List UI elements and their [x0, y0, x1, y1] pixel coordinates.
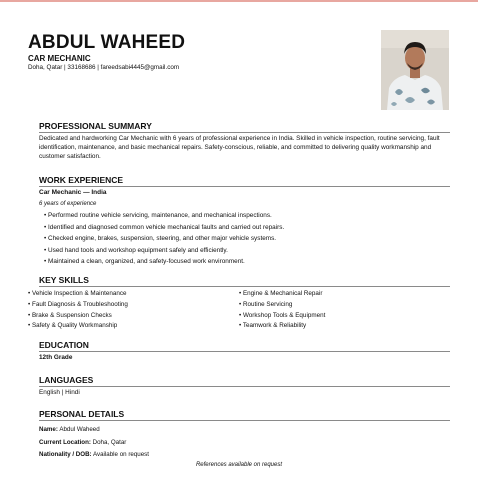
- skills-heading: KEY SKILLS: [39, 275, 89, 285]
- skill-item: • Vehicle Inspection & Maintenance: [28, 289, 128, 300]
- skill-item: • Teamwork & Reliability: [239, 321, 325, 332]
- skill-item: • Fault Diagnosis & Troubleshooting: [28, 300, 128, 311]
- personal-name-row: [39, 424, 149, 437]
- skill-item: • Engine & Mechanical Repair: [239, 289, 325, 300]
- experience-heading: WORK EXPERIENCE: [39, 175, 124, 185]
- skill-item: • Workshop Tools & Equipment: [239, 311, 325, 322]
- languages-heading: LANGUAGES: [39, 375, 94, 385]
- experience-divider: [39, 186, 450, 187]
- top-accent-bar: [0, 0, 478, 2]
- contact-line: Doha, Qatar | 33168686 | fareedsabi4445@gmail.com: [28, 64, 180, 71]
- candidate-name: ABDUL WAHEED: [28, 32, 186, 53]
- skill-item: • Routine Servicing: [239, 300, 325, 311]
- job-title: Car Mechanic — India: [39, 189, 107, 196]
- summary-divider: [39, 132, 450, 133]
- personal-nationality-label: Nationality / DOB:: [39, 451, 92, 458]
- experience-bullet: • Used hand tools and workshop equipment safely and efficiently.: [44, 245, 284, 257]
- summary-text: Dedicated and hardworking Car Mechanic with 6 years of professional experience in India. Skilled in vehicle inspection, routine servicing, fault identification, maintenance, and basic mechanical repairs. Safety-conscious, reliable, and committed to delivering quality workmanship and customer satisfaction.: [39, 135, 440, 160]
- personal-details: [39, 424, 149, 462]
- personal-nationality-row: [39, 449, 149, 462]
- profile-photo-image: [381, 30, 449, 110]
- personal-heading: PERSONAL DETAILS: [39, 409, 125, 419]
- experience-bullet: • Checked engine, brakes, suspension, steering, and other major vehicle systems.: [44, 233, 284, 245]
- summary-heading: PROFESSIONAL SUMMARY: [39, 121, 152, 131]
- skills-list-left: [28, 289, 128, 332]
- personal-nationality-value: Available on request: [93, 451, 149, 458]
- skill-item: • Brake & Suspension Checks: [28, 311, 128, 322]
- experience-bullet: • Identified and diagnosed common vehicle mechanical faults and carried out repairs.: [44, 222, 284, 234]
- education-heading: EDUCATION: [39, 340, 89, 350]
- job-duration: 6 years of experience: [39, 201, 97, 207]
- education-value: 12th Grade: [39, 354, 73, 361]
- skills-list-right: [239, 289, 325, 332]
- skills-divider: [39, 286, 450, 287]
- experience-bullet: • Performed routine vehicle servicing, maintenance, and mechanical inspections.: [44, 210, 284, 222]
- experience-bullet: • Maintained a clean, organized, and safety-focused work environment.: [44, 256, 284, 268]
- personal-name-value: Abdul Waheed: [59, 426, 100, 433]
- education-divider: [39, 351, 450, 352]
- experience-bullet-list: [44, 210, 284, 268]
- personal-location-label: Current Location:: [39, 438, 91, 446]
- personal-name-label: Name:: [39, 426, 58, 433]
- profile-photo: [381, 30, 449, 110]
- personal-location-value: Doha, Qatar: [92, 438, 127, 446]
- candidate-role: CAR MECHANIC: [28, 54, 91, 63]
- personal-location-row: [39, 437, 149, 450]
- languages-value: English | Hindi: [39, 389, 80, 396]
- languages-divider: [39, 386, 450, 387]
- skill-item: • Safety & Quality Workmanship: [28, 321, 128, 332]
- personal-divider: [39, 420, 450, 421]
- references-note: References available on request: [195, 462, 283, 468]
